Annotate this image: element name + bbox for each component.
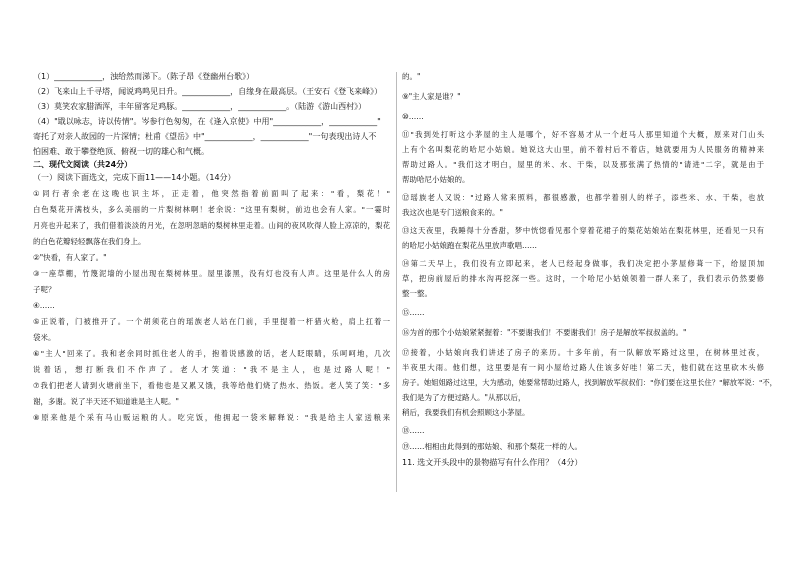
- section-heading: 二、现代文阅读（共24分）: [33, 160, 133, 169]
- text-line: 房子。她姐姐路过这里，大为感动，她要常帮助过路人，找到解放军叔叔们："你们要在这里长住？"解放军说："不，: [402, 378, 777, 387]
- text-line: 草，把房前屋后的排水沟再挖深一些。这时，一个哈尼小姑娘领着一群人来了，我们表示仍然要修: [402, 274, 764, 283]
- text-line: 半夜里大雨。他们想，这里要是有一间小屋给过路人住该多好哇！第二天，他们就在这里砍木头修: [402, 363, 764, 372]
- text-line: 我们是为了方便过路人。"从那以后，: [402, 393, 526, 402]
- text-line: ⑥"主人"回来了。我和老余同时抓住老人的手，抱着说感激的话，老人眨眼睛，乐呵呵地，几次: [33, 349, 390, 358]
- text-line: ⑫瑶族老人又说："过路人常来照料，都很感激，也都学着别人的样子，添些米、水、干柴，也放: [402, 193, 764, 202]
- text-line: ⑧原来他是个采有马山贩运粮的人。吃完饭，他拥起一袋米解释说："我是给主人家送粮来: [33, 413, 390, 422]
- text-line: 的白色花瓣轻轻飘落在我们身上。: [33, 237, 146, 246]
- text-line: 稍后，我要我们有机会照顾这小茅屋。: [402, 408, 530, 417]
- text-line: 袋米。: [33, 333, 56, 342]
- text-line: 谢，多谢。说了半天还不知道谁是主人呢。": [33, 397, 179, 406]
- text-line: （1）____________，浊给然而涕下。（陈子昂《登幽州台歌》）: [33, 72, 255, 81]
- text-line: 帮助过路人。"我们这才明白，屋里的米、水、干柴，以及那张满了热情的"请进"二字，就是由于: [402, 160, 764, 169]
- subsection-heading: （一）阅读下面选文，完成下面11——14小题。（14分）: [33, 173, 236, 182]
- text-line: 上有个名叫梨花的哈尼小姑娘。她说这大山里，前不着村后不着店，她就要用为人民服务的精神来: [402, 145, 764, 154]
- text-line: ⑦我们把老人请到火塘前坐下，看他也是又累又饿，我等给他们烧了热水、热饭。老人笑了笑："多: [33, 381, 390, 390]
- text-line: ⑩……: [402, 112, 424, 121]
- text-line: ④……: [33, 301, 55, 310]
- text-line: 白色梨花开满枝头，多么美丽的一片梨树林啊！老余说："这里有梨树，前边也会有人家。"一霎时: [33, 205, 390, 214]
- text-line: 整一整。: [402, 289, 432, 298]
- text-line: 我这次也是专门送粮食来的。": [402, 208, 503, 217]
- text-line: ①同行者余老在这晚也识主坏，正走着，他突然指着前面叫了起来："看，梨花！": [33, 189, 390, 198]
- text-line: （4）"戢以咏志，诗以传情"。岑参行色匆匆，在《逢入京使》中用"____________，____________": [33, 117, 381, 126]
- text-line: 月亮也升起来了，我们借着淡淡的月光，在忽明忽暗的梨树林里走着。山间的夜风吹得人脸上凉凉的，梨花: [33, 221, 390, 230]
- text-line: 的哈尼小姑娘跑在梨花丛里放声歌唱……: [402, 241, 537, 250]
- text-line: ③一座草棚，竹篾泥墙的小屋出现在梨树林里。屋里漆黑，没有灯也没有人声。这里是什么人的房: [33, 269, 390, 278]
- text-line: 说着话，想打断我们不作声了。老人才笑道："我不是主人，也是过路人呢！": [33, 365, 390, 374]
- text-line: （2）飞来山上千寻塔，闻说鸡鸣见日升。____________，自缘身在最高层。（王安石《登飞来峰》）: [33, 87, 383, 96]
- column-divider: [396, 72, 397, 492]
- text-line: ⑰接着，小姑娘向我们讲述了房子的来历。十多年前，有一队解放军路过这里，在树林里过夜，: [402, 348, 764, 357]
- text-line: ⑬这天夜里，我睡得十分香甜，梦中恍惚看见那个穿着花裙子的梨花姑娘站在梨花林里，还看见一只有: [402, 226, 764, 235]
- text-line: ⑯为首的那个小姑娘紧紧握着："不要谢我们！不要谢我们！房子是解放军叔叔盖的。": [402, 328, 687, 337]
- text-line: 子呢？: [33, 285, 56, 294]
- text-line: 的。": [402, 72, 421, 81]
- text-line: （3）莫笑农家腊酒浑，丰年留客足鸡豚。____________，____________。（陆游《游山西村》）: [33, 102, 367, 111]
- text-line: ②"快看，有人家了。": [33, 253, 107, 262]
- text-line: 寄托了对亲人故园的一片深情；杜甫《望岳》中"____________，____________"一句表现出诗人不: [33, 132, 377, 141]
- text-line: 怕困难、敢于攀登绝顶、俯视一切的雄心和气概。: [33, 147, 209, 156]
- text-line: ⑭第二天早上，我们没有立即起来，老人已经起身做事，我们决定把小茅屋修葺一下，给屋顶加: [402, 259, 764, 268]
- text-line: ⑤正说着，门被推开了。一个胡须花白的瑶族老人站在门前，手里提着一杆猎火枪，肩上扛着一: [33, 317, 390, 326]
- text-line: ⑨"主人家是谁？": [402, 92, 461, 101]
- text-line: ⑱……: [402, 426, 425, 435]
- text-line: ⑪"我到处打听这小茅屋的主人是哪个，好不容易才从一个赶马人那里知道个大概，原来对门山头: [402, 130, 764, 139]
- text-line: 帮助哈尼小姑娘的。: [402, 175, 470, 184]
- text-line: ⑲……相相由此得到的那姑娘、和那个梨花一样的人。: [402, 442, 582, 451]
- question-11: 11. 选文开头段中的景物描写有什么作用？（4分）: [402, 458, 583, 467]
- text-line: ⑮……: [402, 308, 425, 317]
